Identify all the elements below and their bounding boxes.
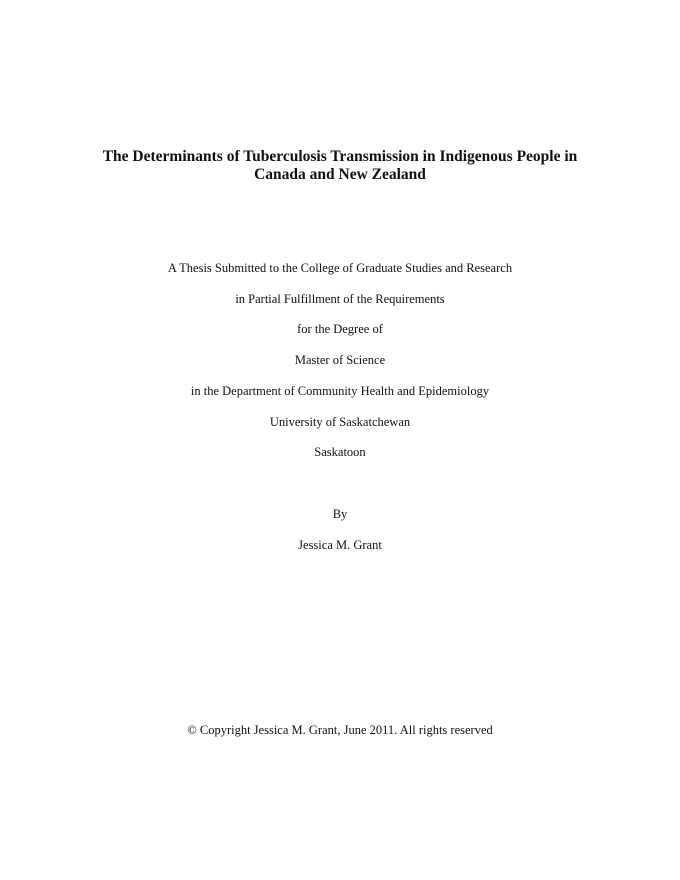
author-name: Jessica M. Grant (298, 538, 382, 552)
city-line: Saskatoon (314, 445, 366, 459)
submission-line-2: in Partial Fulfillment of the Requirements (235, 292, 445, 306)
degree-name: Master of Science (294, 353, 386, 367)
degree-line: for the Degree of (297, 322, 383, 336)
copyright-notice: © Copyright Jessica M. Grant, June 2011. All rights reserved (187, 723, 493, 737)
department-line: in the Department of Community Health and Epidemiology (190, 384, 490, 398)
thesis-title-line-2: Canada and New Zealand (254, 166, 426, 183)
university-line: University of Saskatchewan (269, 415, 411, 429)
submission-line-1: A Thesis Submitted to the College of Graduate Studies and Research (167, 261, 513, 275)
thesis-title-line-1: The Determinants of Tuberculosis Transmission in Indigenous People in (102, 148, 578, 165)
by-label: By (332, 507, 348, 521)
